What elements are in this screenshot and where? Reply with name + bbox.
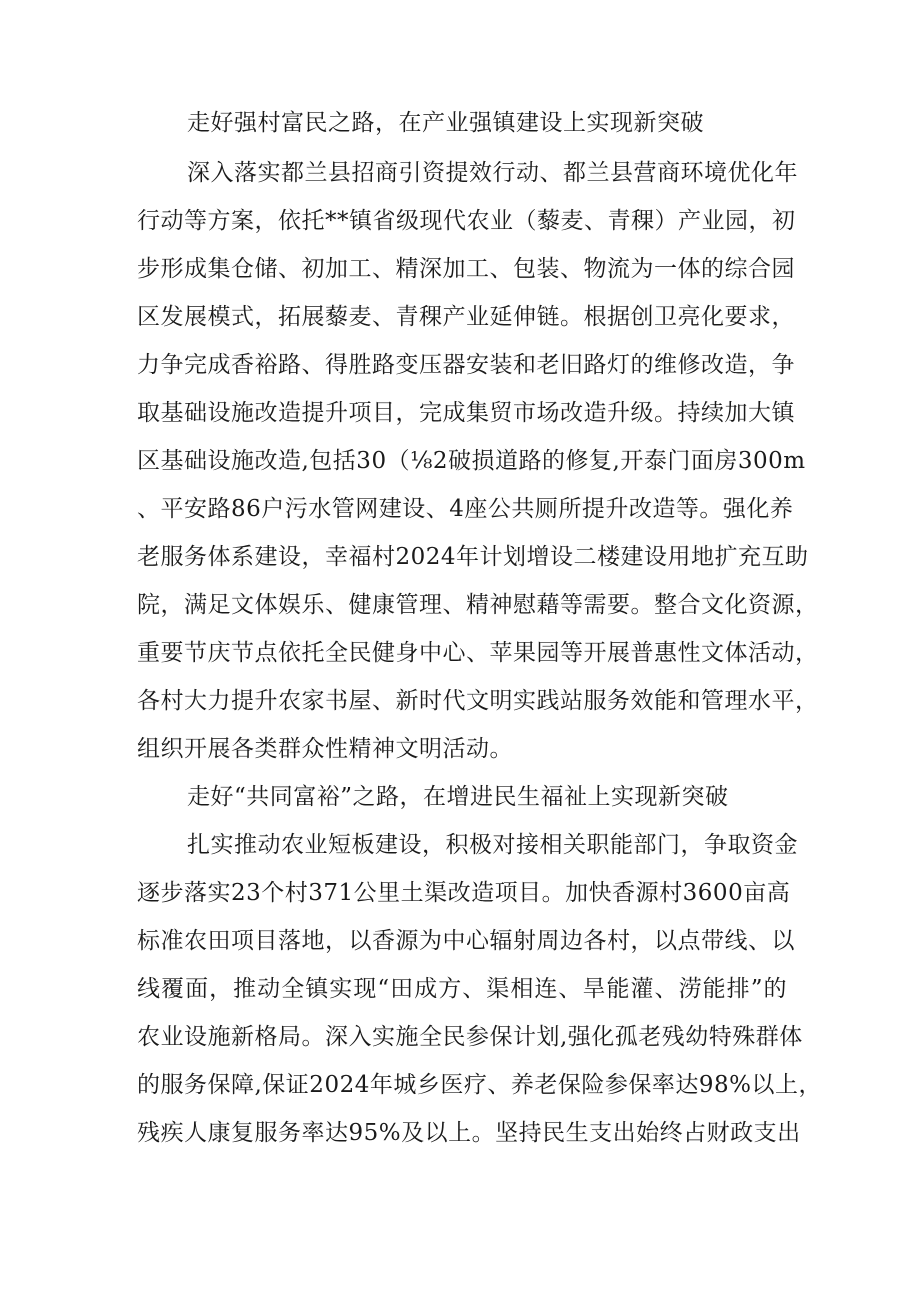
paragraph-1-line: 区发展模式，拓展藜麦、青稞产业延伸链。根据创卫亮化要求， bbox=[137, 304, 795, 330]
paragraph-2-line: 农业设施新格局。深入实施全民参保计划,强化孤老残幼特殊群体 bbox=[137, 1024, 803, 1050]
paragraph-1-line: 院，满足文体娱乐、健康管理、精神慰藉等需要。整合文化资源， bbox=[137, 592, 819, 618]
paragraph-2-line: 逐步落实23个村371公里土渠改造项目。加快香源村3600亩高 bbox=[137, 880, 791, 906]
paragraph-2-line: 残疾人康复服务率达95%及以上。坚持民生支出始终占财政支出 bbox=[137, 1120, 801, 1146]
paragraph-1-line: 各村大力提升农家书屋、新时代文明实践站服务效能和管理水平， bbox=[137, 688, 819, 714]
paragraph-1-line: 区基础设施改造,包括30（⅛2破损道路的修复,开泰门面房300m bbox=[137, 448, 806, 474]
paragraph-2-line: 扎实推动农业短板建设，积极对接相关职能部门，争取资金 bbox=[187, 832, 798, 858]
paragraph-1-line: 、平安路86户污水管网建设、4座公共厕所提升改造等。强化养 bbox=[137, 496, 794, 522]
paragraph-1-line: 重要节庆节点依托全民健身中心、苹果园等开展普惠性文体活动， bbox=[137, 640, 819, 666]
paragraph-2-line: 的服务保障,保证2024年城乡医疗、养老保险参保率达98%以上， bbox=[137, 1072, 822, 1098]
section-heading-1: 走好强村富民之路，在产业强镇建设上实现新突破 bbox=[187, 110, 704, 136]
paragraph-2-line: 标准农田项目落地，以香源为中心辐射周边各村，以点带线、以 bbox=[137, 928, 795, 954]
section-heading-2: 走好“共同富裕”之路，在增进民生福祉上实现新突破 bbox=[187, 784, 729, 810]
paragraph-2-line: 线覆面，推动全镇实现“田成方、渠相连、旱能灌、涝能排”的 bbox=[137, 976, 787, 1002]
paragraph-1-line: 力争完成香裕路、得胜路变压器安装和老旧路灯的维修改造，争 bbox=[137, 352, 795, 378]
paragraph-1-line: 老服务体系建设，幸福村2024年计划增设二楼建设用地扩充互助 bbox=[137, 544, 809, 570]
paragraph-1-line: 步形成集仓储、初加工、精深加工、包装、物流为一体的综合园 bbox=[137, 256, 795, 282]
paragraph-1-line: 深入落实都兰县招商引资提效行动、都兰县营商环境优化年 bbox=[187, 160, 798, 186]
paragraph-1-line: 组织开展各类群众性精神文明活动。 bbox=[137, 736, 513, 762]
paragraph-1-line: 取基础设施改造提升项目，完成集贸市场改造升级。持续加大镇 bbox=[137, 400, 795, 426]
paragraph-1-line: 行动等方案，依托**镇省级现代农业（藜麦、青稞）产业园，初 bbox=[137, 208, 796, 234]
